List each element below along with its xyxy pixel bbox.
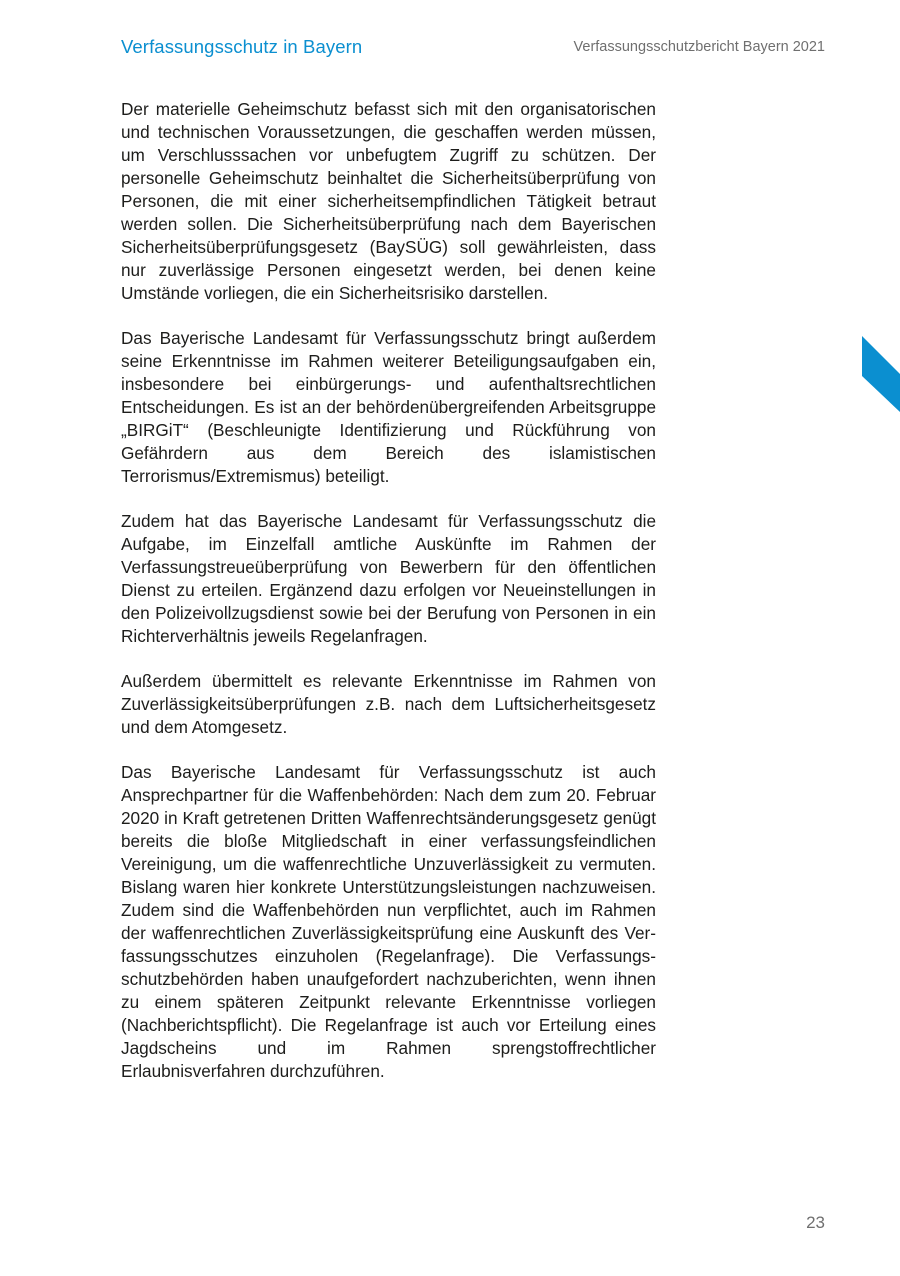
paragraph-verfassungstreue: Zudem hat das Bayerische Landesamt für Verfassungsschutz die Aufgabe, im Einzelfall amtliche Auskünfte im Rahmen der Verfassungstreueüberprüfung von Bewerbern für den öffentlichen Dienst zu erteilen. Ergänzend dazu erfolgen vor Neueinstellungen in den Polizeivollzugsdienst sowie bei der Berufung von Personen in ein Richterverhältnis jeweils Regelanfragen. — [121, 511, 656, 646]
paragraph-geheimschutz: Der materielle Geheimschutz befasst sich mit den organisatorischen und technischen Voraussetzungen, die geschaffen werden müssen, um Verschlusssachen vor unbefugtem Zugriff zu schützen. Der personelle Geheimschutz beinhaltet die Sicherheitsüberprüfung von Personen, die mit einer sicherheitsempfindlichen Tätigkeit betraut werden sollen. Die Sicherheitsüberprüfung nach dem Bayerischen Sicherheitsüberprüfungsgesetz (BaySÜG) soll gewährleisten, dass nur zuverlässige Personen eingesetzt werden, bei denen keine Umstände vorliegen, die ein Sicherheitsrisiko darstellen. — [121, 99, 656, 303]
page-number: 23 — [806, 1213, 825, 1232]
report-title: Verfassungsschutzbericht Bayern 2021 — [573, 39, 825, 55]
paragraph-zuverlaessigkeit: Außerdem übermittelt es relevante Erkenntnisse im Rahmen von Zuverlässigkeitsüberprüfungen z.B. nach dem Luftsicherheitsgesetz und dem Atomgesetz. — [121, 671, 656, 737]
paragraph-waffenbehoerden: Das Bayerische Landesamt für Verfassungsschutz ist auch Ansprechpartner für die Waffenbehörden: Nach dem zum 20. Februar 2020 in Kraft getretenen Dritten Waffenrechtsänderungsgesetz genügt bereits die bloße Mitgliedschaft in einer verfassungsfeindlichen Vereinigung, um die waffenrechtliche Unzuverlässigkeit zu vermuten. Bislang waren hier konkrete Unterstützungsleistungen nachzuweisen. Zudem sind die Waffenbehörden nun verpflichtet, auch im Rahmen der waffenrechtlichen Zuverlässigkeitsprüfung eine Auskunft des Verfassungsschutzes einzuholen (Regelanfrage). Die Verfassungsschutzbehörden haben unaufgefordert nachzuberichten, wenn ihnen zu einem späteren Zeitpunkt relevante Erkenntnisse vorliegen (Nachberichtspflicht). Die Regelanfrage ist auch vor Erteilung eines Jagdscheins und im Rahmen sprengstoffrechtlicher Erlaubnisverfahren durchzuführen. — [121, 762, 656, 1081]
chapter-tab-marker — [862, 336, 900, 412]
paragraph-beteiligungsaufgaben: Das Bayerische Landesamt für Verfassungsschutz bringt außerdem seine Erkenntnisse im Rahmen weiterer Beteiligungsaufgaben ein, insbesondere bei einbürgerungs- und aufenthaltsrechtlichen Entscheidungen. Es ist an der behördenübergreifenden Arbeitsgruppe „BIRGiT“ (Beschleunigte Identifizierung und Rückführung von Gefährdern aus dem Bereich des islamistischen Terrorismus/Extremismus) beteiligt. — [121, 328, 656, 486]
section-title: Verfassungsschutz in Bayern — [121, 36, 363, 57]
body-text — [121, 98, 656, 1083]
